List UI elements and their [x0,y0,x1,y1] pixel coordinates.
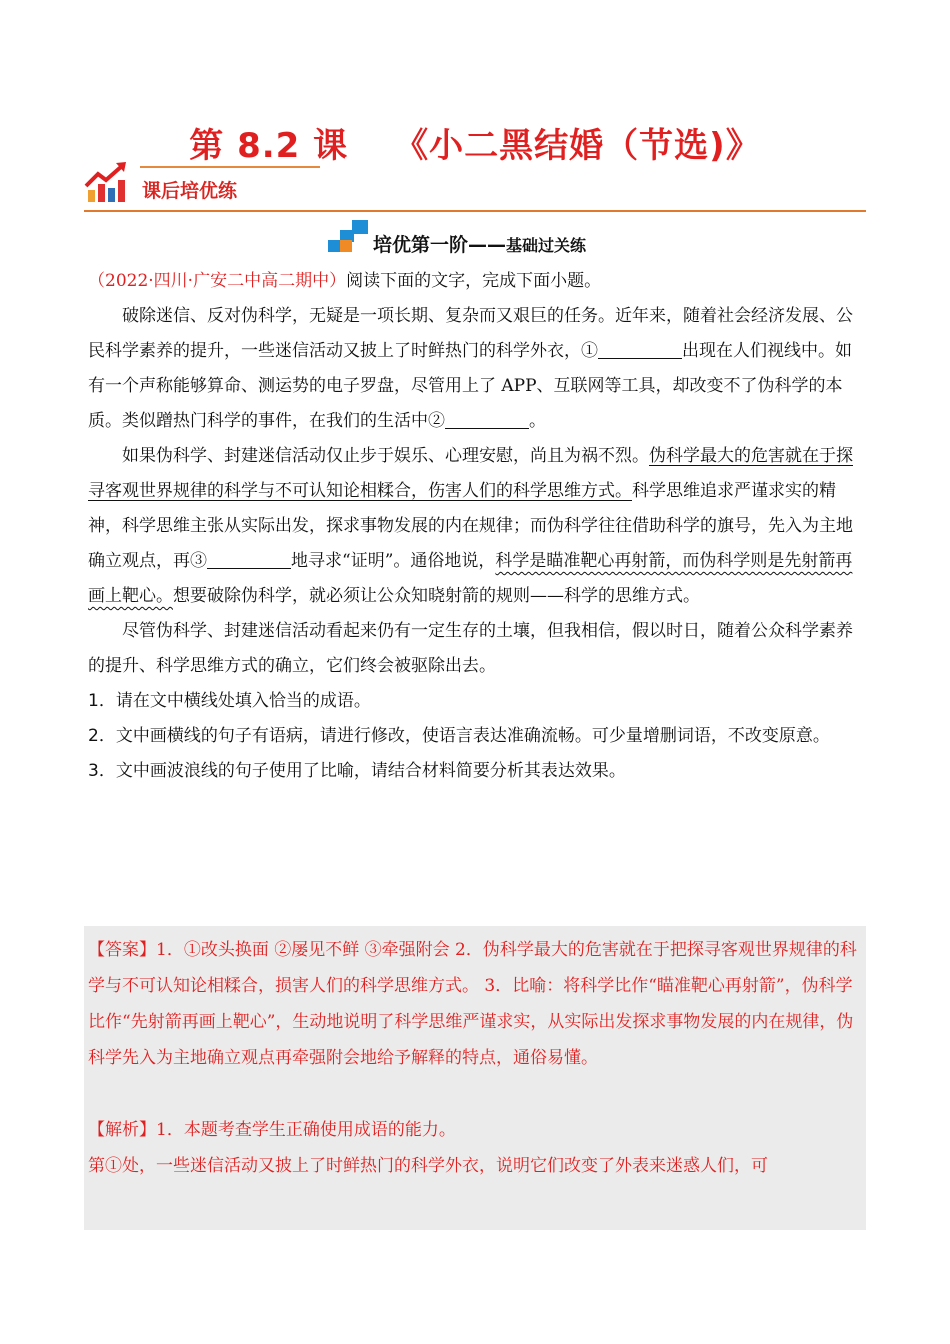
answer-text: 【答案】1．①改头换面 ②屡见不鲜 ③牵强附会 2．伪科学最大的危害就在于把探寻客观世界规律的科学与不可认知论相糅合，损害人们的科学思维方式。 3．比喻：将科学比作“瞄准靶心再射箭”，伪科学比作“先射箭再画上靶心”，生动地说明了科学思维严谨求实，从实际出发探求事物发展的内在规律，伪科学先入为主地确立观点再牵强附会地给予解释的特点，通俗易懂。 [88,940,857,1068]
blank-3 [207,548,291,569]
source-tag: （2022·四川·广安二中高二期中） [88,271,347,291]
rising-chart-icon [84,160,130,206]
question-1: 1．请在文中横线处填入恰当的成语。 [88,691,371,711]
passage-paragraph-3: 尽管伪科学、封建迷信活动看起来仍有一定生存的土壤，但我相信，假以时日，随着公众科学素养的提升、科学思维方式的确立，它们终会被驱除出去。 [88,621,853,676]
passage-text: 想要破除伪科学，就必须让公众知晓射箭的规则——科学的思维方式。 [173,586,700,606]
question-2: 2．文中画横线的句子有语病，请进行修改，使语言表达准确流畅。可少量增删词语，不改变原意。 [88,726,830,746]
question-3: 3．文中画波浪线的句子使用了比喻，请结合材料简要分析其表达效果。 [88,761,626,781]
passage-text: 地寻求“证明”。通俗地说， [291,551,496,571]
lesson-number: 第 8.2 课 [189,126,349,166]
section-title [373,230,586,257]
passage-text: 破除迷信、反对伪科学，无疑是一项长期、复杂而又艰巨的任务。近年来，随着社会经济发展、公民科学素养的提升，一些迷信活动又披上了时鲜热门的科学外衣，① [88,306,853,361]
source-instruction: 阅读下面的文字，完成下面小题。 [346,271,602,291]
passage-paragraph-1 [88,299,866,439]
section-heading [0,220,950,260]
passage-text: 如果伪科学、封建迷信活动仅止步于娱乐、心理安慰，尚且为祸不烈。 [122,446,649,466]
analysis-line-1: 【解析】1．本题考查学生正确使用成语的能力。 [88,1120,456,1140]
passage-text: 科学思维追求严谨求实的精神，科学思维主张从实际出发，探求事物发展的内在规律；而伪科学往往借助科学的旗号，先入为主地确立观点，再③ [88,481,853,571]
brand-header [84,160,874,214]
passage-content [88,264,866,789]
passage-text: 。 [529,411,546,431]
brand-label: 课后培优练 [142,180,238,202]
brand-accent-line [140,166,320,168]
stairs-icon [326,220,370,254]
section-sub: 基础过关练 [506,236,587,255]
answer-box [84,926,866,1230]
wavy-underlined-sentence: 科学是瞄准靶心再射箭，而伪科学则是先射箭再画上靶心。 [88,551,853,606]
passage-text: 出现在人们视线中。如有一个声称能够算命、测运势的电子罗盘，尽管用上了 APP、互联网等工具，却改变不了伪科学的本质。类似蹭热门科学的事件，在我们的生活中② [88,341,852,431]
blank-2 [445,408,529,429]
header-divider [84,210,866,212]
analysis-line-2: 第①处，一些迷信活动又披上了时鲜热门的科学外衣，说明它们改变了外表来迷惑人们，可 [88,1156,768,1176]
passage-paragraph-2 [88,439,866,614]
blank-1 [598,338,682,359]
source-line [88,264,866,299]
lesson-name: 《小二黑结婚（节选)》 [394,126,761,166]
section-main: 培优第一阶—— [373,234,507,256]
underlined-sentence: 伪科学最大的危害就在于探寻客观世界规律的科学与不可认知论相糅合，伤害人们的科学思维方式。 [88,446,853,501]
